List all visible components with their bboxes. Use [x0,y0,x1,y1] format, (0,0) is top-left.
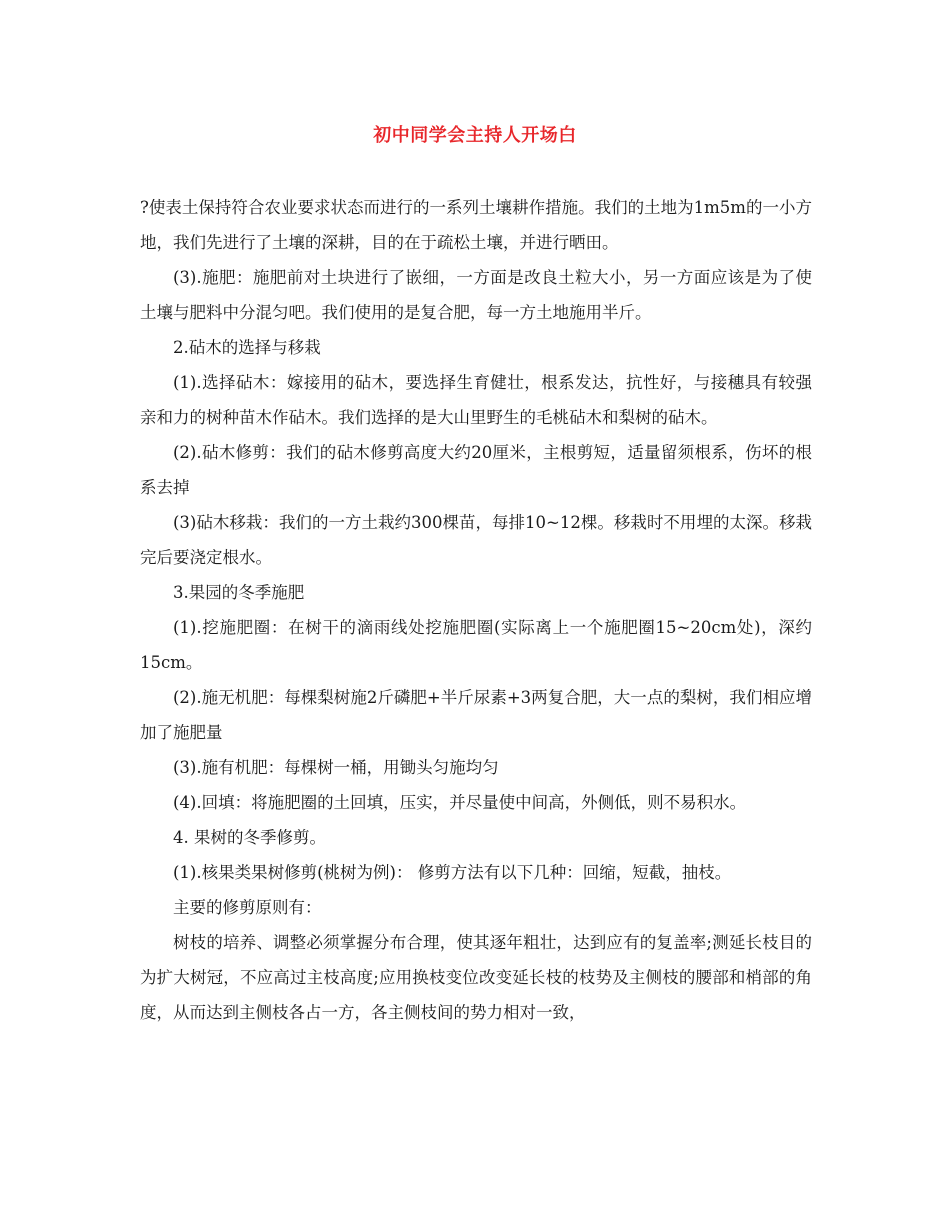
section-heading: 4. 果树的冬季修剪。 [173,828,326,847]
paragraph: ?使表土保持符合农业要求状态而进行的一系列土壤耕作措施。我们的土地为1m5m的一小方地，我们先进行了土壤的深耕，目的在于疏松土壤，并进行晒田。 [140,198,812,252]
section-heading: 2.砧木的选择与移栽 [173,338,321,357]
paragraph: (3).施有机肥：每棵树一桶，用锄头匀施均匀 [173,758,499,777]
paragraph: (4).回填：将施肥圈的土回填，压实，并尽量使中间高，外侧低，则不易积水。 [173,793,747,812]
paragraph: 树枝的培养、调整必须掌握分布合理，使其逐年粗壮，达到应有的复盖率;测延长枝目的为扩大树冠，不应高过主枝高度;应用换枝变位改变延长枝的枝势及主侧枝的腰部和梢部的角度，从而达到主侧枝各占一方，各主侧枝间的势力相对一致， [140,933,812,1022]
paragraph: 主要的修剪原则有： [173,898,322,917]
section-heading: 3.果园的冬季施肥 [173,583,305,602]
paragraph: (2).施无机肥：每棵梨树施2斤磷肥+半斤尿素+3两复合肥，大一点的梨树，我们相应增加了施肥量 [140,688,812,742]
document-body [140,190,812,1030]
document-title: 初中同学会主持人开场白 [373,125,577,146]
paragraph: (1).选择砧木：嫁接用的砧木，要选择生育健壮，根系发达，抗性好，与接穗具有较强亲和力的树种苗木作砧木。我们选择的是大山里野生的毛桃砧木和梨树的砧木。 [140,373,812,427]
paragraph: (1).核果类果树修剪(桃树为例)： 修剪方法有以下几种：回缩，短截，抽枝。 [173,863,732,882]
paragraph: (2).砧木修剪：我们的砧木修剪高度大约20厘米，主根剪短，适量留须根系，伤坏的根系去掉 [140,443,812,497]
paragraph: (3).施肥：施肥前对土块进行了嵌细，一方面是改良土粒大小，另一方面应该是为了使土壤与肥料中分混匀吧。我们使用的是复合肥，每一方土地施用半斤。 [140,268,812,322]
paragraph: (1).挖施肥圈：在树干的滴雨线处挖施肥圈(实际离上一个施肥圈15~20cm处)，深约15cm。 [140,618,812,672]
paragraph: (3)砧木移栽：我们的一方土栽约300棵苗，每排10~12棵。移栽时不用埋的太深。移栽完后要浇定根水。 [140,513,812,567]
